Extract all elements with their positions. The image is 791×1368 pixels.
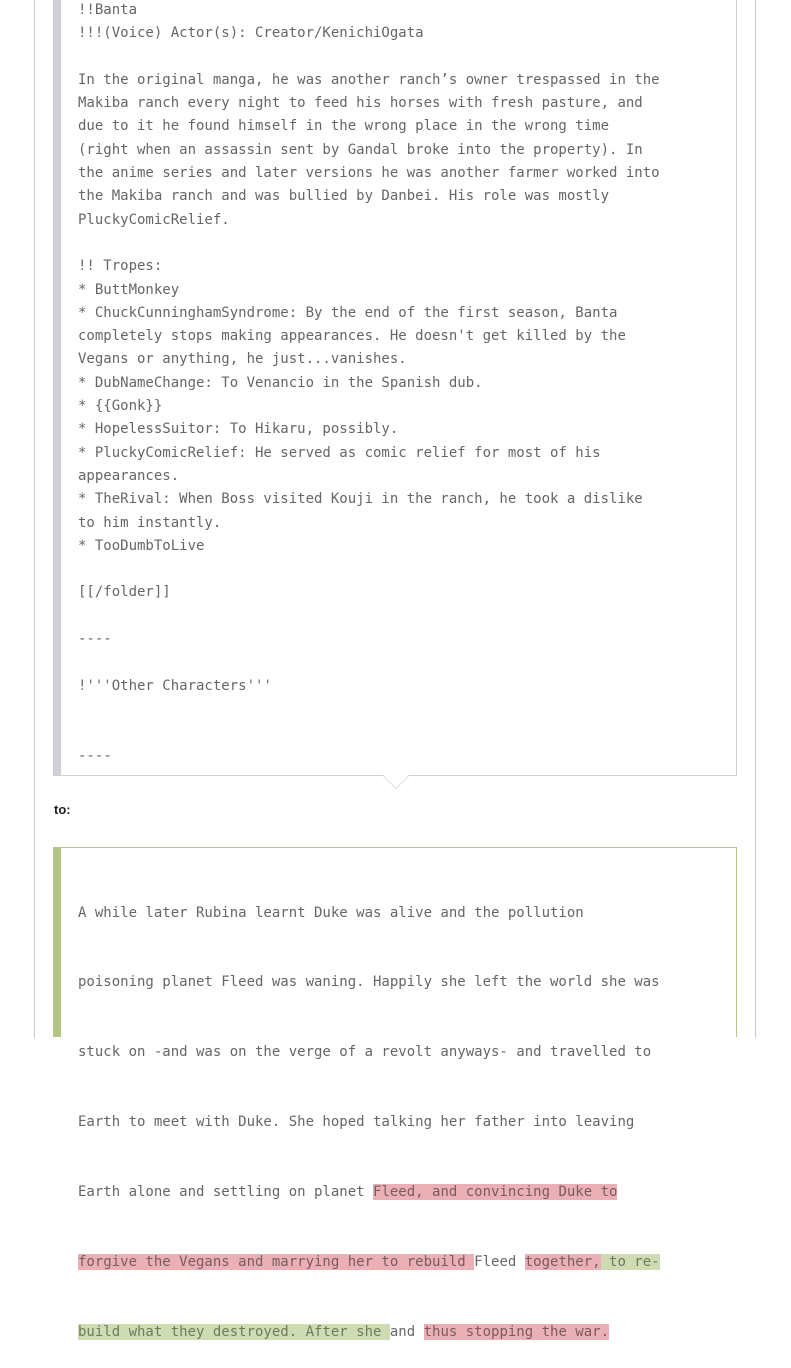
diff-line: * ButtMonkey xyxy=(78,281,180,298)
diff-line: [[/folder]] xyxy=(78,584,171,601)
diff-line xyxy=(78,232,728,255)
diff-line: !'''Other Characters''' xyxy=(78,677,272,694)
diff-line xyxy=(78,558,728,581)
diff-from-text xyxy=(78,0,728,768)
diff-line: poisoning planet Fleed was waning. Happily she left the world she was xyxy=(78,974,660,991)
diff-line xyxy=(78,46,728,69)
diff-line: PluckyComicRelief. xyxy=(78,211,230,228)
diff-line: to him instantly. xyxy=(78,514,222,531)
deleted-text: thus stopping the war. xyxy=(423,1323,610,1340)
to-label: to: xyxy=(54,802,71,817)
diff-line: * PluckyComicRelief: He served as comic relief for most of his xyxy=(78,444,601,461)
diff-line: Vegans or anything, he just...vanishes. xyxy=(78,351,407,368)
diff-line xyxy=(78,605,728,628)
diff-line: appearances. xyxy=(78,467,180,484)
diff-line: In the original manga, he was another ranch’s owner trespassed in the xyxy=(78,71,660,88)
diff-line: Earth to meet with Duke. She hoped talking her father into leaving xyxy=(78,1114,635,1131)
deleted-text: forgive the Vegans and marrying her to rebuild xyxy=(78,1254,475,1271)
diff-line: the Makiba ranch and was bullied by Danbei. His role was mostly xyxy=(78,188,610,205)
diff-line xyxy=(78,1251,728,1274)
diff-line: * ChuckCunninghamSyndrome: By the end of the first season, Banta xyxy=(78,304,618,321)
diff-line: A while later Rubina learnt Duke was alive and the pollution xyxy=(78,904,584,921)
diff-line xyxy=(78,698,728,721)
diff-line: * TooDumbToLive xyxy=(78,537,205,554)
diff-line: completely stops making appearances. He doesn't get killed by the xyxy=(78,328,626,345)
diff-line xyxy=(78,1321,728,1344)
diff-line: * DubNameChange: To Venancio in the Spanish dub. xyxy=(78,374,483,391)
diff-line: stuck on -and was on the verge of a revolt anyways- and travelled to xyxy=(78,1044,652,1061)
diff-line: the anime series and later versions he was another farmer worked into xyxy=(78,165,660,182)
diff-line xyxy=(78,721,728,744)
unchanged-text: Earth alone and settling on planet xyxy=(78,1184,374,1201)
diff-line: ---- xyxy=(78,747,112,764)
diff-line: * {{Gonk}} xyxy=(78,398,163,415)
diff-line: due to it he found himself in the wrong place in the wrong time xyxy=(78,118,610,135)
diff-line: (right when an assassin sent by Gandal broke into the property). In xyxy=(78,141,643,158)
diff-to-text xyxy=(78,855,728,1368)
diff-line: !!!(Voice) Actor(s): Creator/KenichiOgata xyxy=(78,25,424,42)
inserted-text: build what they destroyed. After she xyxy=(78,1323,390,1340)
diff-line xyxy=(78,651,728,674)
deleted-text: Fleed, and convincing Duke to xyxy=(373,1184,618,1201)
diff-line: Makiba ranch every night to feed his horses with fresh pasture, and xyxy=(78,95,643,112)
diff-line: ---- xyxy=(78,631,112,648)
unchanged-text: Fleed xyxy=(474,1254,525,1271)
diff-line: * HopelessSuitor: To Hikaru, possibly. xyxy=(78,421,399,438)
diff-line: !!Banta xyxy=(78,2,138,18)
diff-line: * TheRival: When Boss visited Kouji in the ranch, he took a dislike xyxy=(78,491,643,508)
inserted-text: to re- xyxy=(600,1254,660,1271)
diff-line: !! Tropes: xyxy=(78,258,163,275)
deleted-text: together, xyxy=(524,1254,601,1271)
diff-line xyxy=(78,1181,728,1204)
unchanged-text: and xyxy=(389,1323,424,1340)
